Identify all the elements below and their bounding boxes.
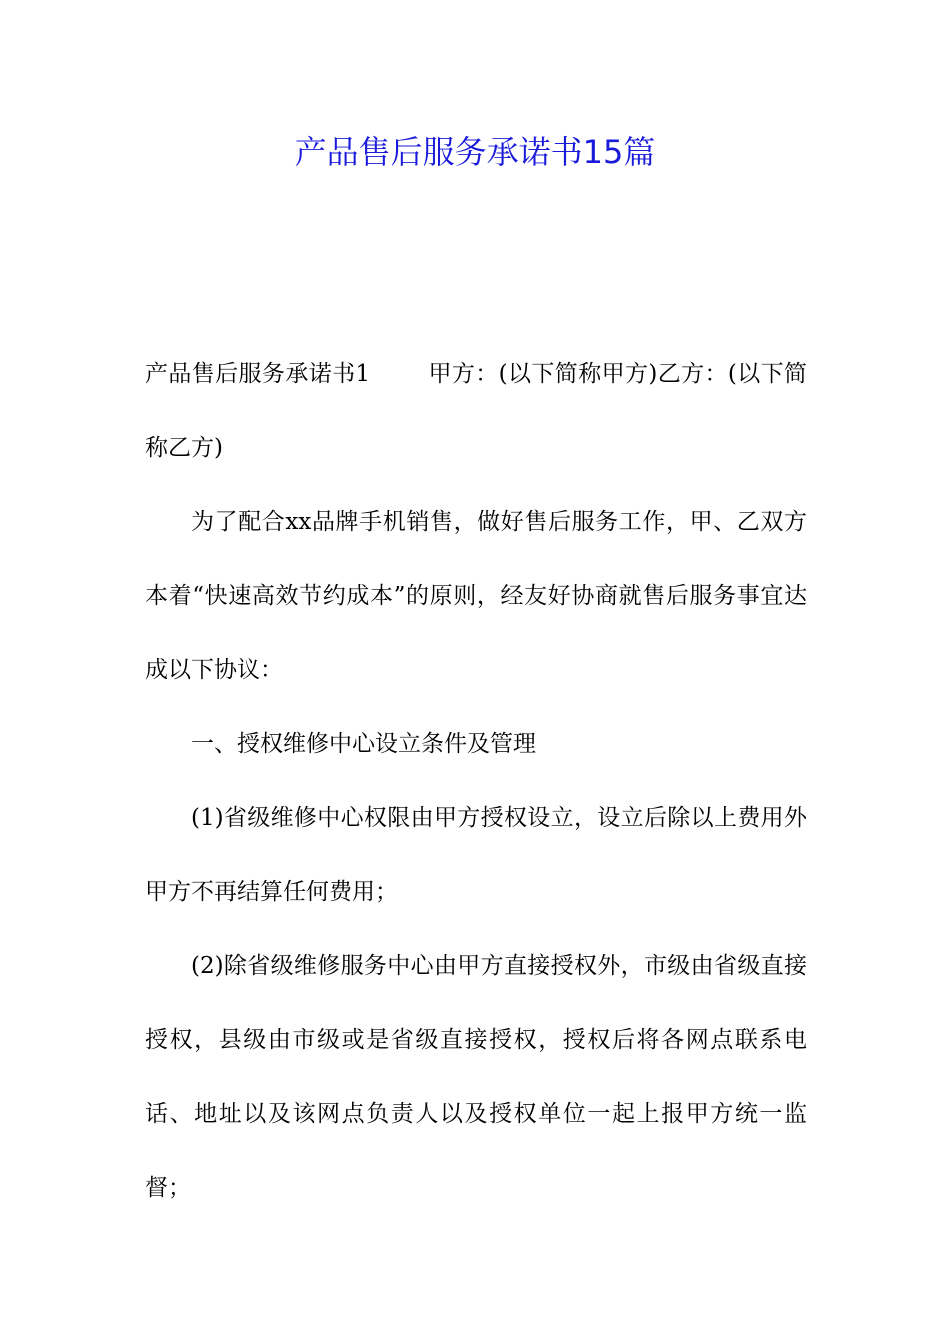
parties-text: 甲方：(以下简称甲方)乙方：(以下简称乙方) <box>145 361 808 461</box>
document-body <box>145 337 807 1225</box>
body-paragraph-section-1: 一、授权维修中心设立条件及管理 <box>191 731 536 757</box>
body-paragraph-intro: 为了配合xx品牌手机销售，做好售后服务工作，甲、乙双方本着“快速高效节约成本”的原则，经友好协商就售后服务事宜达成以下协议： <box>145 509 807 683</box>
section-heading: 产品售后服务承诺书1 <box>145 361 371 387</box>
document-title: 产品售后服务承诺书15篇 <box>294 133 656 171</box>
body-paragraph-item-2: (2)除省级维修服务中心由甲方直接授权外，市级由省级直接授权，县级由市级或是省级直接授权，授权后将各网点联系电话、地址以及该网点负责人以及授权单位一起上报甲方统一监督； <box>145 953 807 1201</box>
opening-paragraph <box>145 337 807 485</box>
body-paragraph-item-1: (1)省级维修中心权限由甲方授权设立，设立后除以上费用外甲方不再结算任何费用； <box>145 805 807 905</box>
